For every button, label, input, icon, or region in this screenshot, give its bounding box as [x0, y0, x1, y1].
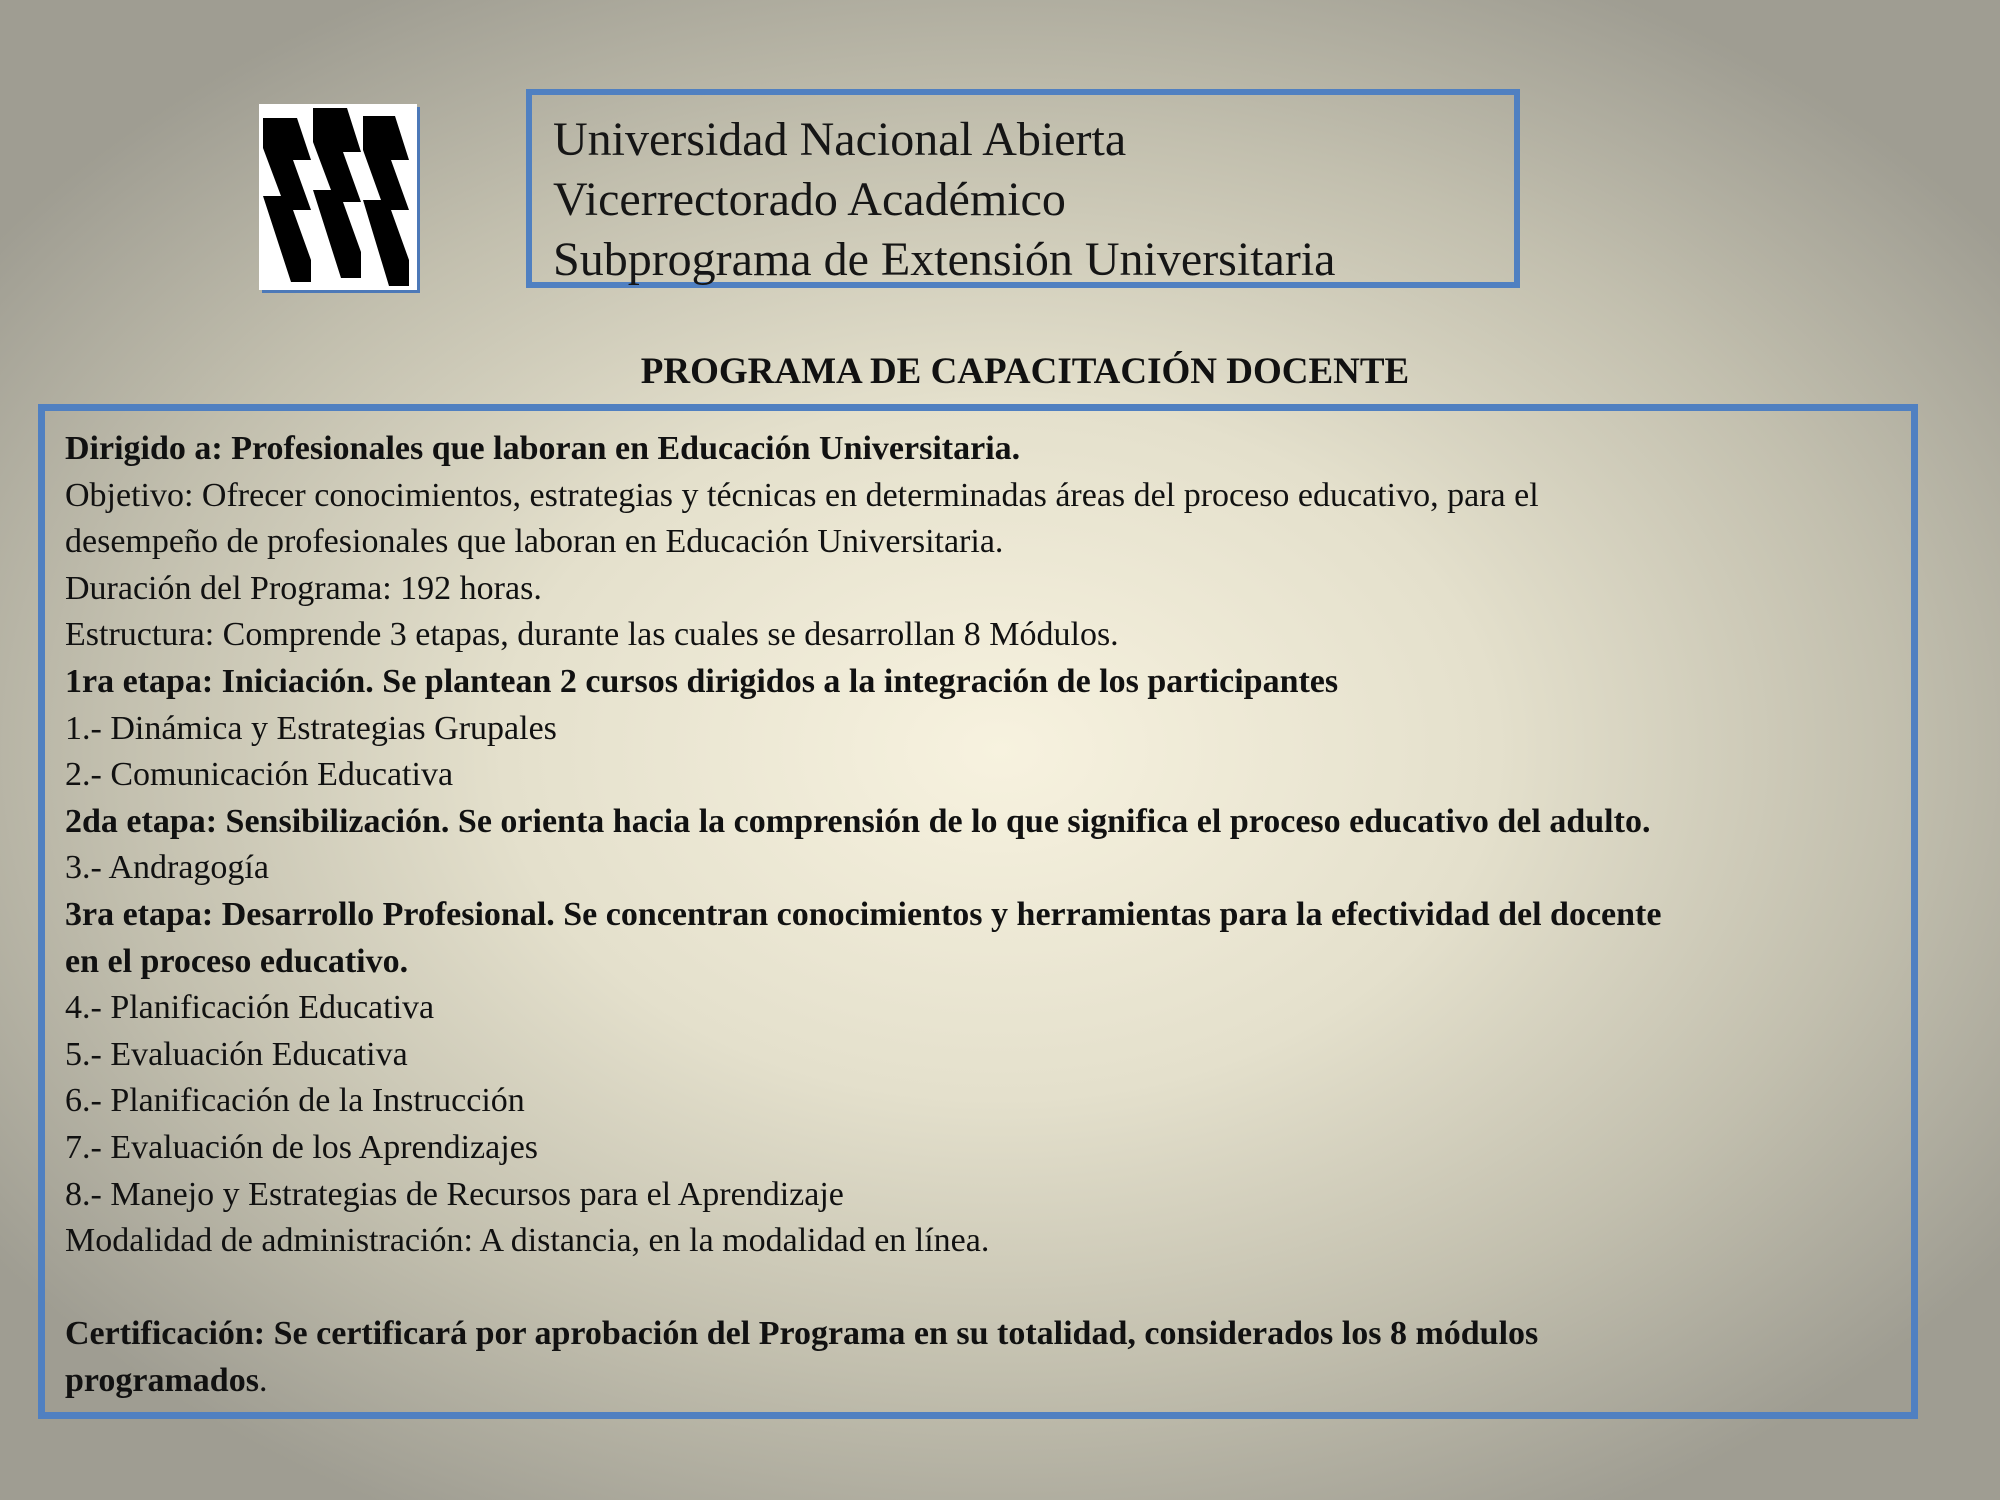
duration: Duración del Programa: 192 horas.	[65, 569, 542, 607]
administration-mode: Modalidad de administración: A distancia, en la modalidad en línea.	[65, 1222, 990, 1260]
una-logo-icon	[259, 104, 417, 290]
objective-line-2: desempeño de profesionales que laboran en Educación Universitaria.	[65, 523, 1004, 561]
blank-line	[65, 1265, 1911, 1312]
university-name: Universidad Nacional Abierta	[553, 113, 1127, 166]
certification-line-1: Certificación: Se certificará por aprobación del Programa en su totalidad, considerados los 8 módulos	[65, 1315, 1539, 1353]
module-8: 8.- Manejo y Estrategias de Recursos para el Aprendizaje	[65, 1175, 844, 1213]
certification-period: .	[258, 1361, 268, 1399]
institution-header	[526, 89, 1520, 288]
module-3: 3.- Andragogía	[65, 849, 269, 887]
stage-1: 1ra etapa: Iniciación. Se plantean 2 cursos dirigidos a la integración de los participantes	[65, 662, 1339, 700]
stage-3-line-1: 3ra etapa: Desarrollo Profesional. Se concentran conocimientos y herramientas para la efectividad del docente	[65, 895, 1662, 933]
subprogram: Subprograma de Extensión Universitaria	[553, 233, 1336, 286]
program-title: PROGRAMA DE CAPACITACIÓN DOCENTE	[640, 351, 1410, 392]
module-2: 2.- Comunicación Educativa	[65, 756, 454, 794]
vice-rectorate: Vicerrectorado Académico	[553, 173, 1066, 226]
module-7: 7.- Evaluación de los Aprendizajes	[65, 1128, 539, 1166]
module-1: 1.- Dinámica y Estrategias Grupales	[65, 709, 557, 747]
objective-line-1: Objetivo: Ofrecer conocimientos, estrategias y técnicas en determinadas áreas del proceso educativo, para el	[65, 476, 1539, 514]
certification-line-2	[65, 1358, 1911, 1405]
module-4: 4.- Planificación Educativa	[65, 989, 435, 1027]
structure: Estructura: Comprende 3 etapas, durante las cuales se desarrollan 8 Módulos.	[65, 616, 1119, 654]
module-6: 6.- Planificación de la Instrucción	[65, 1082, 525, 1120]
stage-2: 2da etapa: Sensibilización. Se orienta hacia la comprensión de lo que significa el proceso educativo del adulto.	[65, 802, 1651, 840]
stage-3-line-2: en el proceso educativo.	[65, 942, 409, 980]
target-audience: Dirigido a: Profesionales que laboran en Educación Universitaria.	[65, 430, 1021, 467]
program-description	[38, 404, 1918, 1419]
module-5: 5.- Evaluación Educativa	[65, 1035, 408, 1073]
university-logo	[259, 104, 417, 290]
certification-line-2-text: programados	[65, 1361, 259, 1399]
